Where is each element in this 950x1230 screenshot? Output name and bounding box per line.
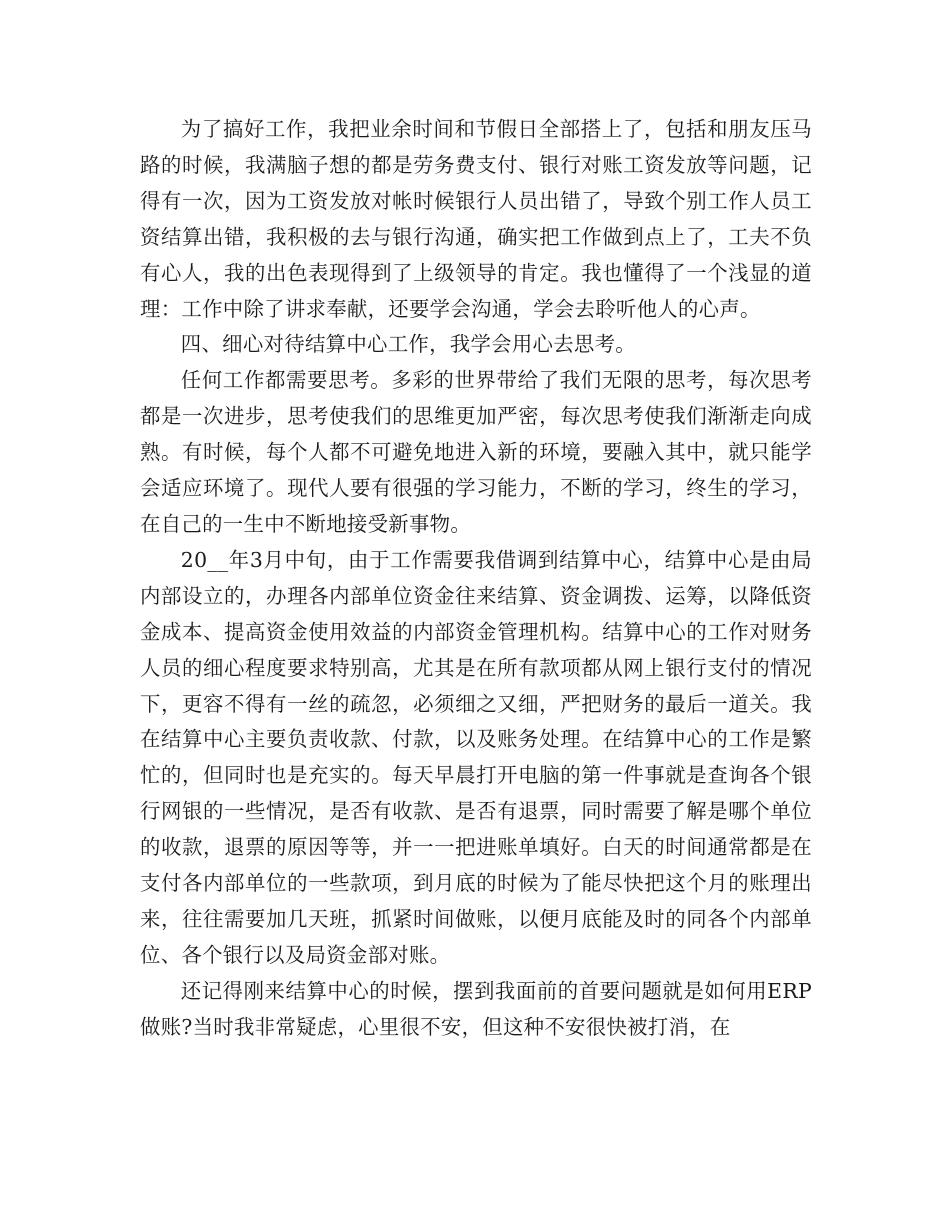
paragraph-erp-accounting: 还记得刚来结算中心的时候，摆到我面前的首要问题就是如何用ERP做账?当时我非常疑虑，心里很不安，但这种不安很快被打消，在	[140, 978, 812, 1039]
paragraph-settlement-center-work: 20__年3月中旬，由于工作需要我借调到结算中心，结算中心是由局内部设立的，办理各内部单位资金往来结算、资金调拨、运筹，以降低资金成本、提高资金使用效益的内部资金管理机构。结算中心的工作对财务人员的细心程度要求特别高，尤其是在所有款项都从网上银行支付的情况下，更容不得有一丝的疏忽，必须细之又细，严把财务的最后一道关。我在结算中心主要负责收款、付款，以及账务处理。在结算中心的工作是繁忙的，但同时也是充实的。每天早晨打开电脑的第一件事就是查询各个银行网银的一些情况，是否有收款、是否有退票，同时需要了解是哪个单位的收款，退票的原因等等，并一一把进账单填好。白天的时间通常都是在支付各内部单位的一些款项，到月底的时候为了能尽快把这个月的账理出来，往往需要加几天班，抓紧时间做账，以便月底能及时的同各个内部单位、各个银行以及局资金部对账。	[140, 547, 812, 967]
document-page	[140, 112, 812, 1046]
paragraph-thinking: 任何工作都需要思考。多彩的世界带给了我们无限的思考，每次思考都是一次进步，思考使我们的思维更加严密，每次思考使我们渐渐走向成熟。有时候，每个人都不可避免地进入新的环境，要融入其中，就只能学会适应环境了。现代人要有很强的学习能力，不断的学习，终生的学习，在自己的一生中不断地接受新事物。	[140, 368, 812, 536]
section-heading-settlement-center: 四、细心对待结算中心工作，我学会用心去思考。	[180, 332, 636, 357]
paragraph-work-dedication: 为了搞好工作，我把业余时间和节假日全部搭上了，包括和朋友压马路的时候，我满脑子想的都是劳务费支付、银行对账工资发放等问题，记得有一次，因为工资发放对帐时候银行人员出错了，导致个别工作人员工资结算出错，我积极的去与银行沟通，确实把工作做到点上了，工夫不负有心人，我的出色表现得到了上级领导的肯定。我也懂得了一个浅显的道理：工作中除了讲求奉献，还要学会沟通，学会去聆听他人的心声。	[140, 117, 812, 321]
